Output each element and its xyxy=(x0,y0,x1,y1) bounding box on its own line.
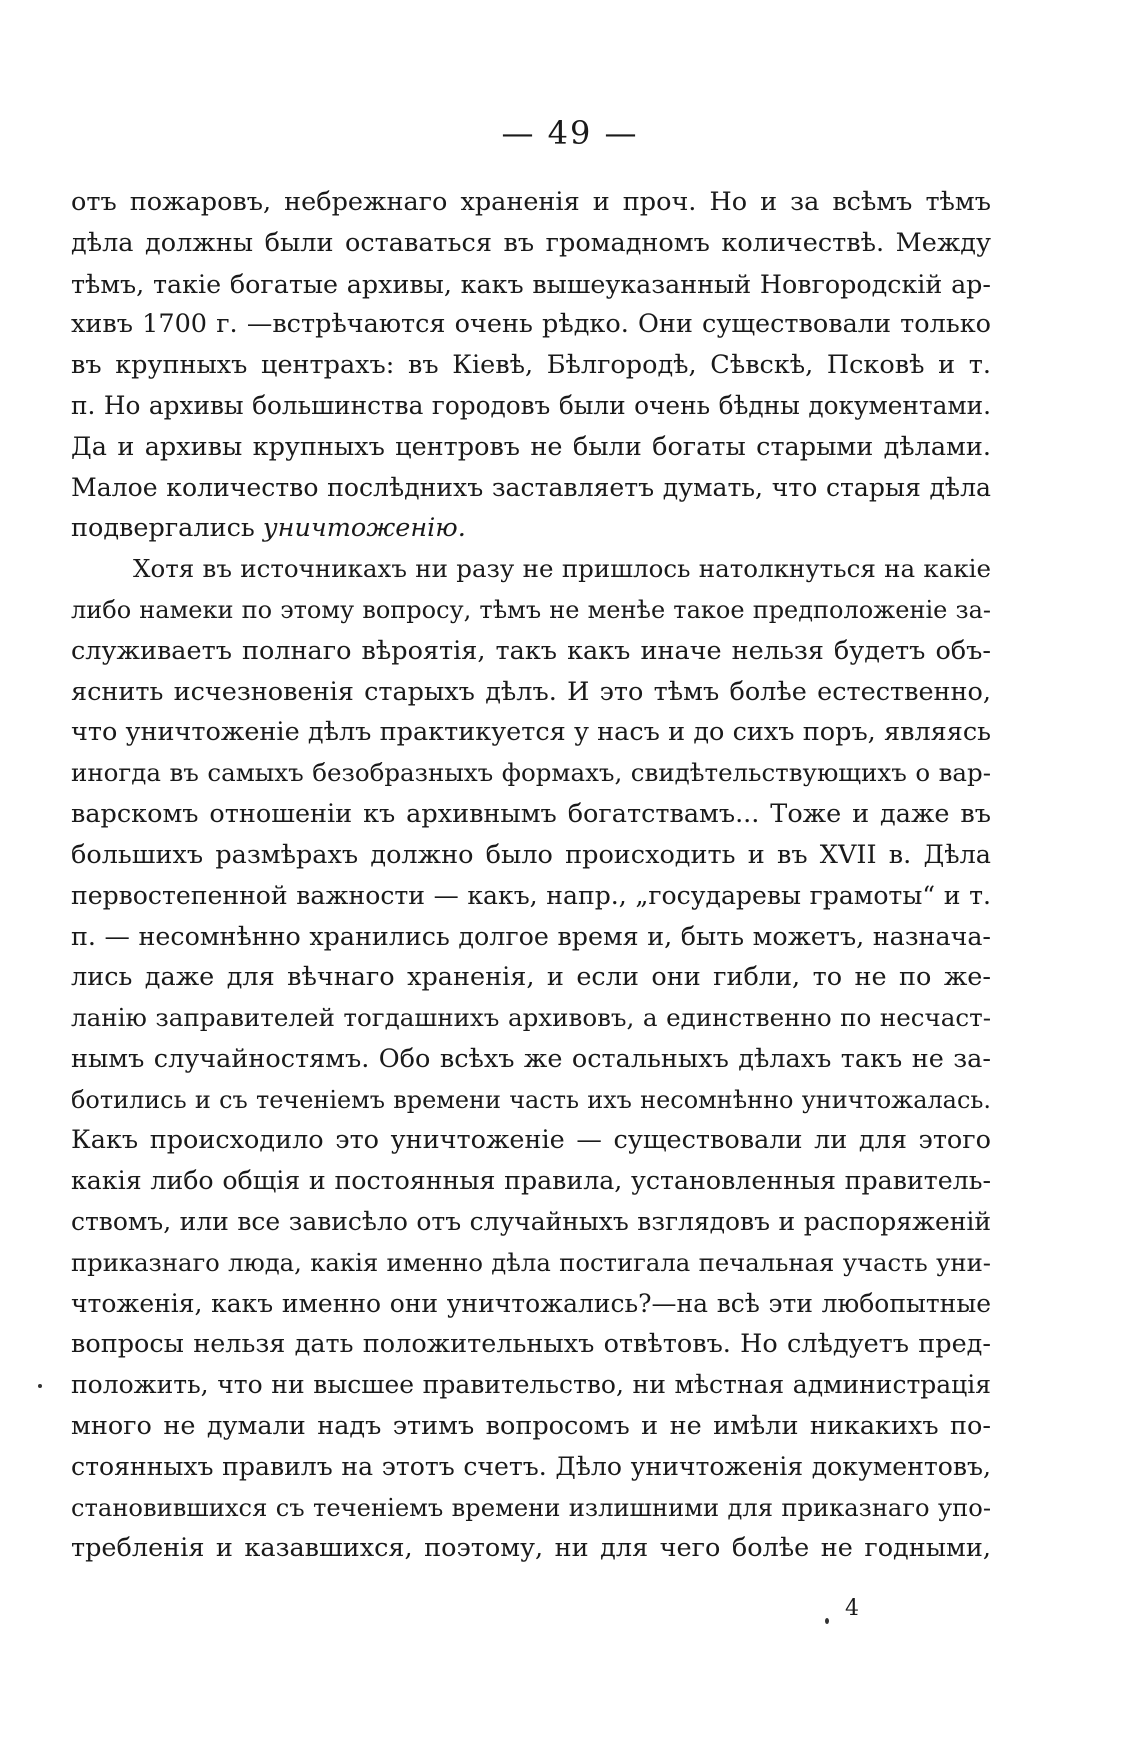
text-line: Хотя въ источникахъ ни разу не пришлось натолкнуться на какіе xyxy=(133,554,991,584)
text-line: дѣла должны были оставаться въ громадномъ количествѣ. Между xyxy=(71,227,991,258)
text-line: хивъ 1700 г. —встрѣчаются очень рѣдко. Они существовали только xyxy=(71,309,991,340)
text-line: ланію заправителей тогдашнихъ архивовъ, а единственно по несчаст- xyxy=(71,1002,991,1032)
text-line: что уничтоженіе дѣлъ практикуется у насъ и до сихъ поръ, являясь xyxy=(71,717,991,748)
text-line: Какъ происходило это уничтоженіе — существовали ли для этого xyxy=(71,1125,991,1156)
text-line: вопросы нельзя дать положительныхъ отвѣтовъ. Но слѣдуетъ пред- xyxy=(71,1329,991,1360)
text-line: какія либо общія и постоянныя правила, установленныя правитель- xyxy=(71,1166,991,1196)
text-line: варскомъ отношеніи къ архивнымъ богатствамъ... Тоже и даже въ xyxy=(71,798,991,829)
text-line: Да и архивы крупныхъ центровъ не были богаты старыми дѣлами. xyxy=(71,431,991,462)
text-line: лись даже для вѣчнаго храненія, и если они гибли, то не по же- xyxy=(71,962,991,993)
text-line: либо намеки по этому вопросу, тѣмъ не менѣе такое предположеніе за- xyxy=(71,595,991,624)
text-line: иногда въ самыхъ безобразныхъ формахъ, свидѣтельствующихъ о вар- xyxy=(71,758,991,788)
body-text xyxy=(71,182,991,1569)
text-line: много не думали надъ этимъ вопросомъ и не имѣли никакихъ по- xyxy=(71,1410,991,1441)
ink-speck xyxy=(38,1384,42,1388)
text-line: стоянныхъ правилъ на этотъ счетъ. Дѣло уничтоженія документовъ, xyxy=(71,1451,991,1481)
text-line: служиваетъ полнаго вѣроятія, такъ какъ иначе нельзя будетъ объ- xyxy=(71,635,991,666)
text-line: тѣмъ, такіе богатые архивы, какъ вышеуказанный Новгородскій ар- xyxy=(71,268,991,299)
text-line: первостепенной важности — какъ, напр., „государевы грамоты“ и т. xyxy=(71,880,991,910)
ink-speck xyxy=(825,1618,829,1624)
text-line: становившихся съ теченіемъ времени излишними для приказнаго упо- xyxy=(71,1493,991,1522)
text-line: большихъ размѣрахъ должно было происходить и въ XVII в. Дѣла xyxy=(71,839,991,870)
text-line: отъ пожаровъ, небрежнаго храненія и проч. Но и за всѣмъ тѣмъ xyxy=(71,187,991,217)
text-line xyxy=(71,508,991,549)
text-line: ствомъ, или все зависѣло отъ случайныхъ взглядовъ и распоряженій xyxy=(71,1206,991,1236)
signature-mark: 4 xyxy=(845,1596,859,1621)
text-line: положить, что ни высшее правительство, ни мѣстная администрація xyxy=(71,1370,991,1400)
text-line: приказнаго люда, какія именно дѣла постигала печальная участь уни- xyxy=(71,1247,991,1277)
text-line: яснить исчезновенія старыхъ дѣлъ. И это тѣмъ болѣе естественно, xyxy=(71,676,991,707)
paragraph-1 xyxy=(71,182,991,549)
text-line: п. Но архивы большинства городовъ были очень бѣдны документами. xyxy=(71,390,991,420)
text-line: п. — несомнѣнно хранились долгое время и, быть можетъ, назнача- xyxy=(71,921,991,952)
text-line: требленія и казавшихся, поэтому, ни для чего болѣе не годными, xyxy=(71,1533,991,1564)
text-line: чтоженія, какъ именно они уничтожались?—на всѣ эти любопытные xyxy=(71,1288,991,1318)
text-line: въ крупныхъ центрахъ: въ Кіевѣ, Бѣлгородѣ, Сѣвскѣ, Псковѣ и т. xyxy=(71,350,991,381)
text-line: ботились и съ теченіемъ времени часть ихъ несомнѣнно уничтожалась. xyxy=(71,1085,991,1114)
page-number: — 49 — xyxy=(501,114,639,152)
text-line: нымъ случайностямъ. Обо всѣхъ же остальныхъ дѣлахъ такъ не за- xyxy=(71,1043,991,1074)
text-line: Малое количество послѣднихъ заставляетъ думать, что старыя дѣла xyxy=(71,472,991,502)
paragraph-2 xyxy=(71,549,991,1569)
emphasized-word: уничтоженію. xyxy=(262,513,466,544)
text-fragment: подвергались xyxy=(71,513,263,544)
